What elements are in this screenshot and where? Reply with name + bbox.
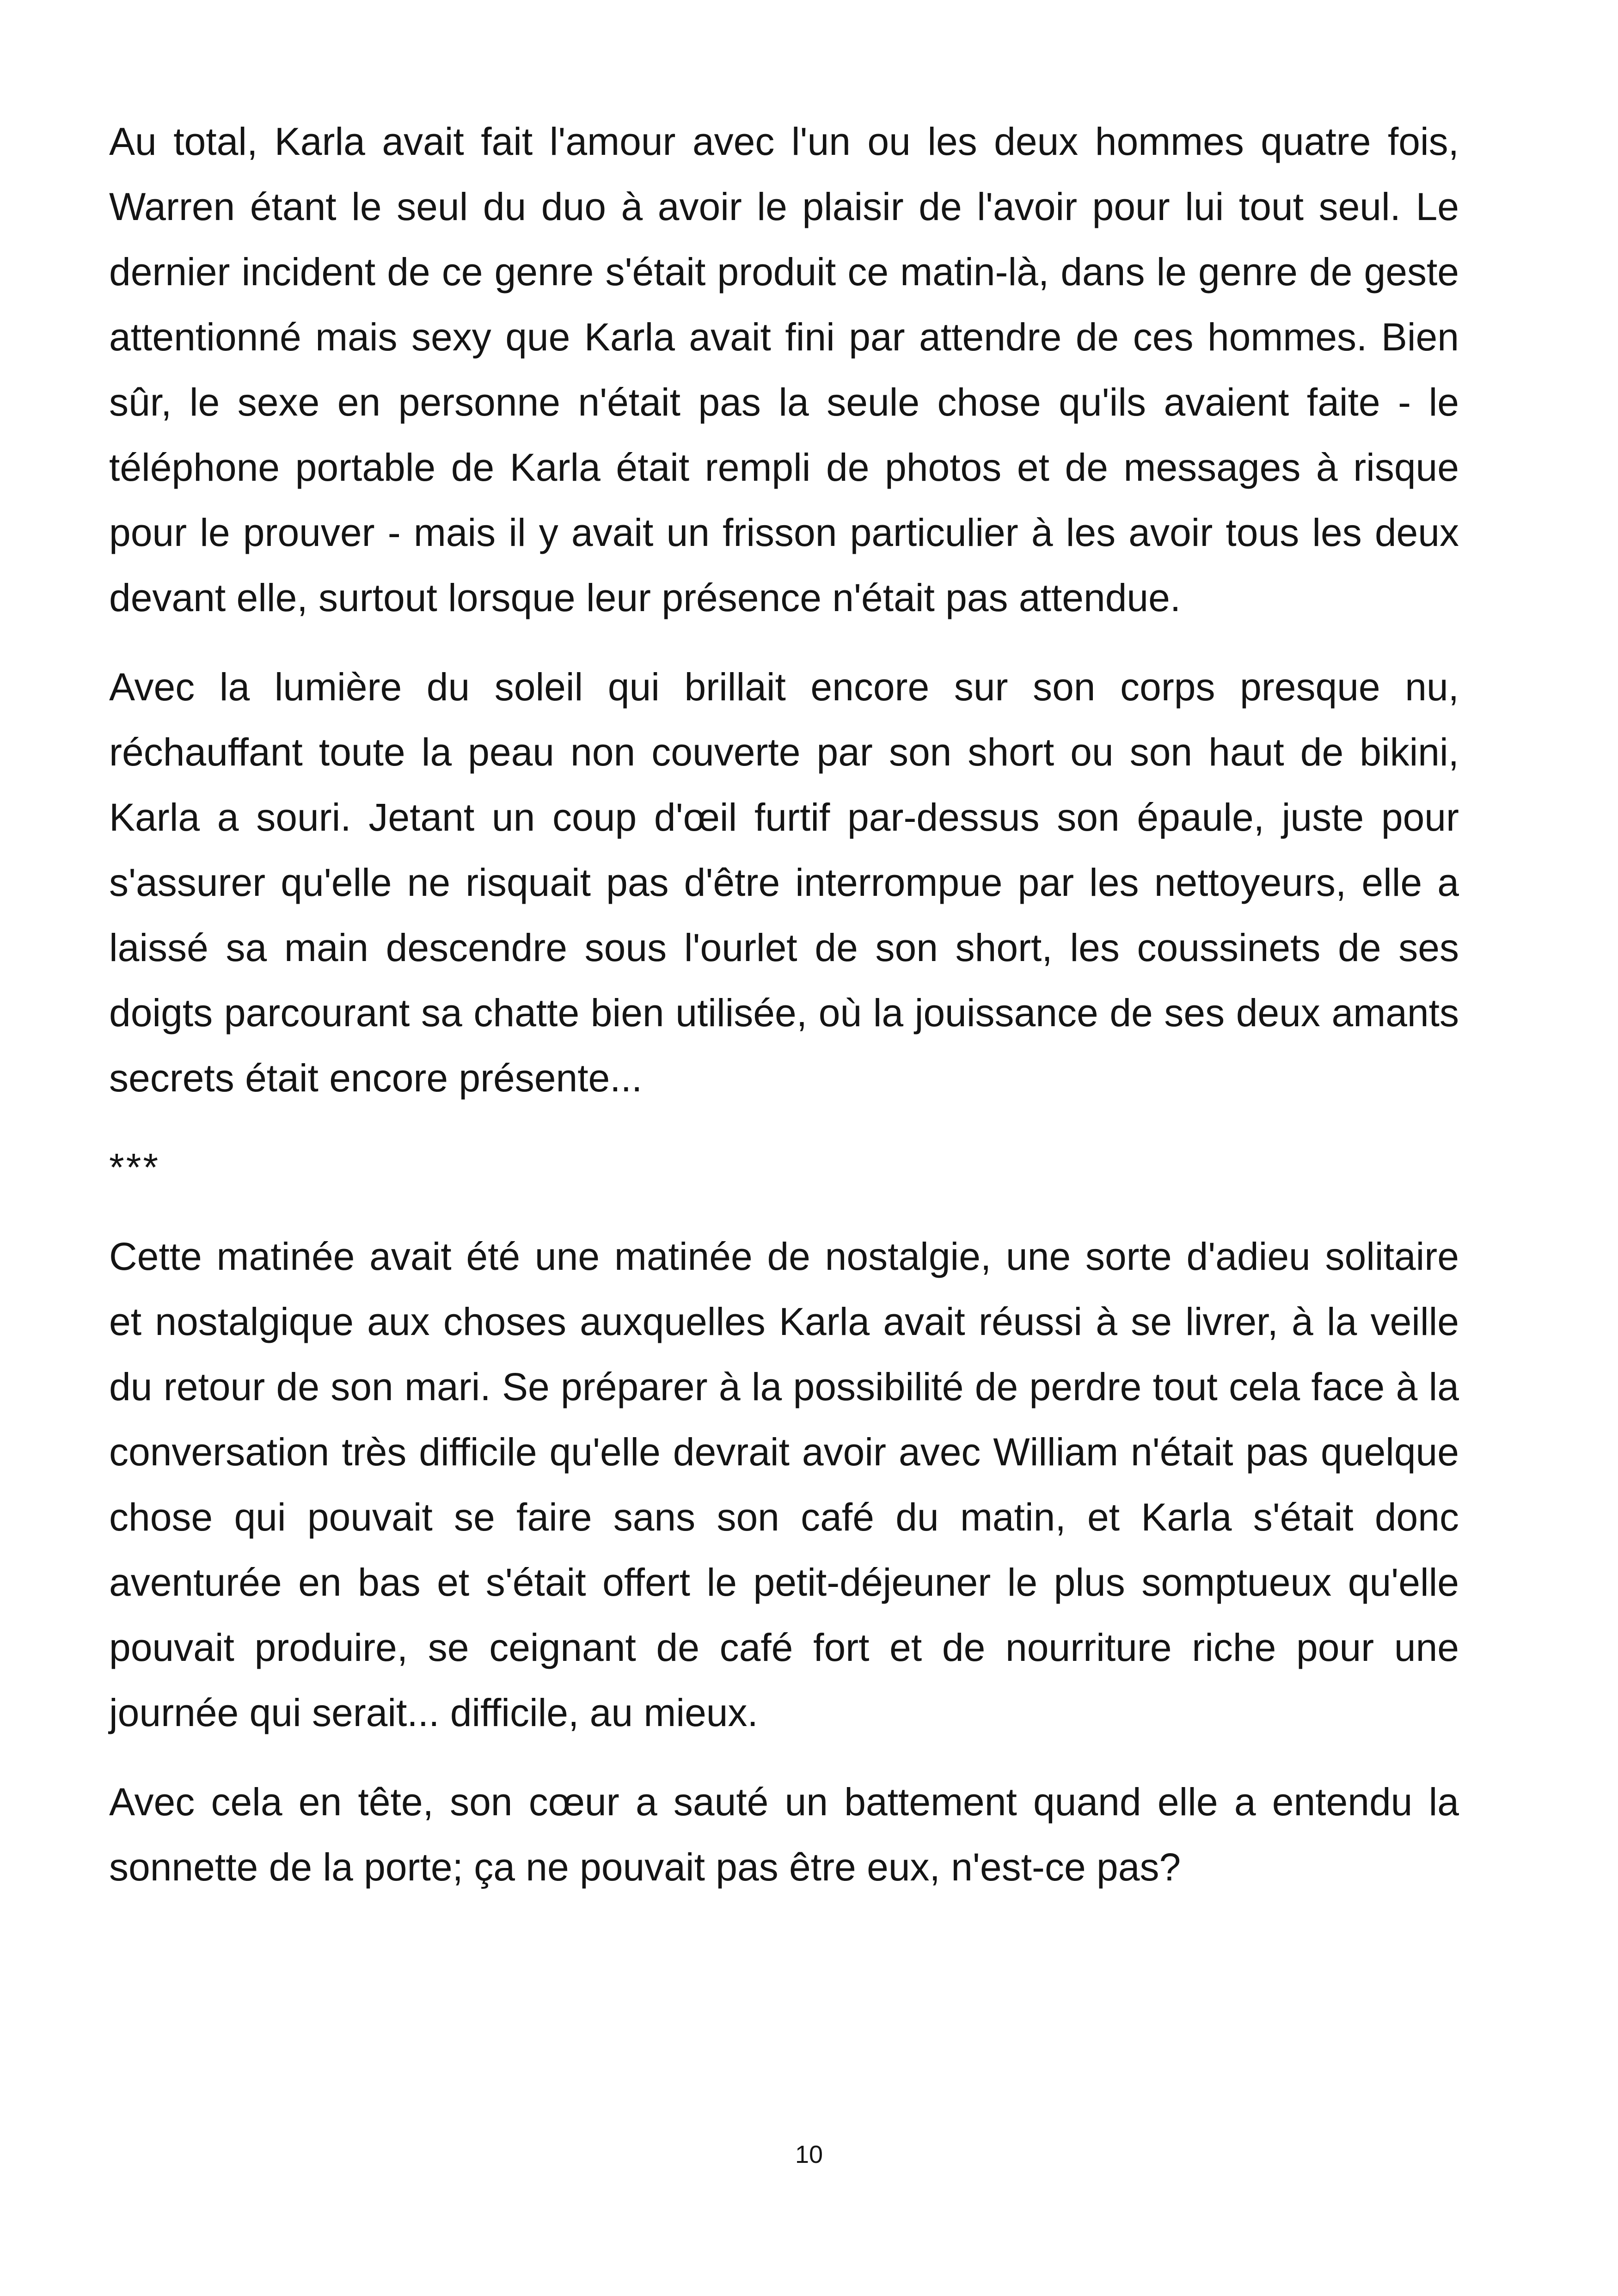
paragraph-2: Avec la lumière du soleil qui brillait encore sur son corps presque nu, réchauffant toute la peau non couverte par son short ou son haut de bikini, Karla a souri. Jetant un coup d'œil furtif par-dessus son épaule, juste pour s'assurer qu'elle ne risquait pas d'être interrompue par les nettoyeurs, elle a laissé sa main descendre sous l'ourlet de son short, les coussinets de ses doigts parcourant sa chatte bien utilisée, où la jouissance de ses deux amants secrets était encore présente... <box>109 665 1459 1100</box>
paragraph-1: Au total, Karla avait fait l'amour avec l'un ou les deux hommes quatre fois, Warren étant le seul du duo à avoir le plaisir de l'avoir pour lui tout seul. Le dernier incident de ce genre s'était produit ce matin-là, dans le genre de geste attentionné mais sexy que Karla avait fini par attendre de ces hommes. Bien sûr, le sexe en personne n'était pas la seule chose qu'ils avaient faite - le téléphone portable de Karla était rempli de photos et de messages à risque pour le prouver - mais il y avait un frisson particulier à les avoir tous les deux devant elle, surtout lorsque leur présence n'était pas attendue. <box>109 120 1459 619</box>
paragraph-4: Avec cela en tête, son cœur a sauté un battement quand elle a entendu la sonnette de la porte; ça ne pouvait pas être eux, n'est-ce pas? <box>109 1780 1459 1889</box>
page-number: 10 <box>795 2141 823 2168</box>
body-text <box>109 109 1459 1924</box>
scene-break: *** <box>109 1145 160 1189</box>
paragraph-3: Cette matinée avait été une matinée de nostalgie, une sorte d'adieu solitaire et nostalgique aux choses auxquelles Karla avait réussi à se livrer, à la veille du retour de son mari. Se préparer à la possibilité de perdre tout cela face à la conversation très difficile qu'elle devrait avoir avec William n'était pas quelque chose qui pouvait se faire sans son café du matin, et Karla s'était donc aventurée en bas et s'était offert le petit-déjeuner le plus somptueux qu'elle pouvait produire, se ceignant de café fort et de nourriture riche pour une journée qui serait... difficile, au mieux. <box>109 1235 1459 1734</box>
